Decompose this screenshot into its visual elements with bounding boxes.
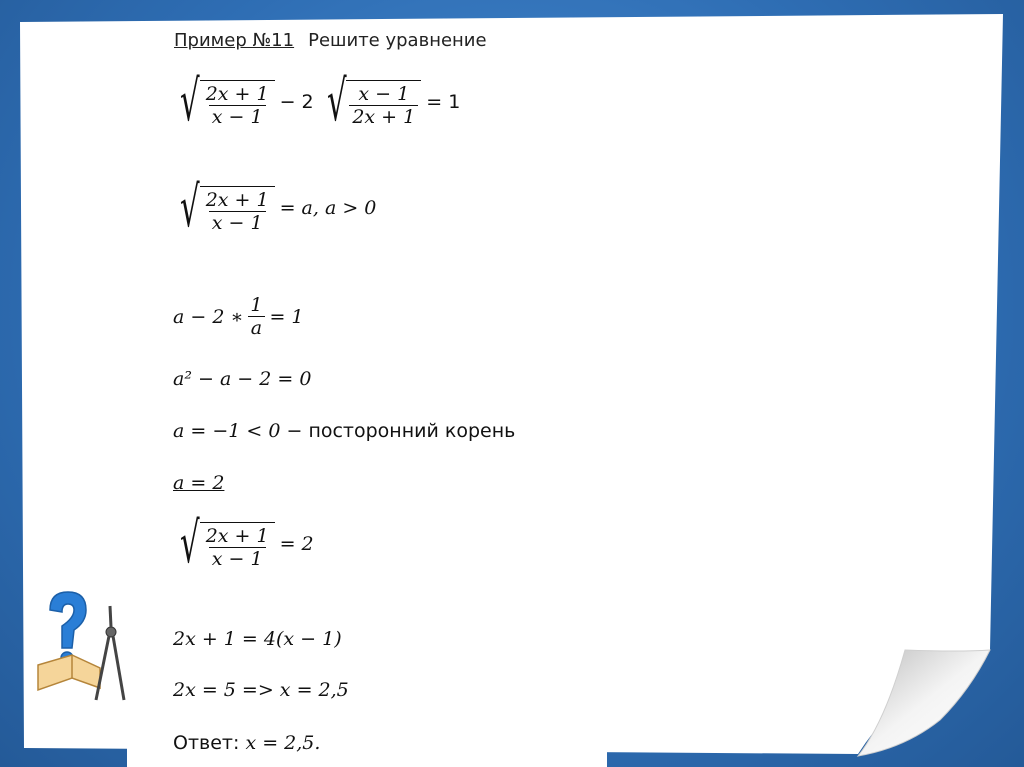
rejected-root-note: посторонний корень — [308, 420, 516, 442]
open-book-icon — [38, 655, 100, 690]
step-a-lhs: a − 2 ∗ — [173, 305, 244, 328]
back-substitution-line — [172, 511, 319, 576]
question-mark-icon — [50, 592, 86, 664]
fraction-denominator: 2x + 1 — [349, 105, 418, 128]
step-a-rhs: = 1 — [269, 305, 304, 328]
answer-line — [173, 732, 320, 754]
rejected-root-math: a = −1 < 0 − — [173, 420, 303, 442]
example-label: Пример №11 — [174, 30, 295, 51]
sqrt-term: √ $\frac{2x + 1}{x - 1}$ — [172, 516, 275, 572]
equation-rhs: = 1 — [426, 91, 461, 113]
accepted-root: a = 2 — [173, 472, 225, 494]
page-title — [174, 30, 487, 51]
sqrt-term-2: √ $\frac{x - 1}{2x + 1}$ — [319, 74, 422, 130]
quadratic-equation: a² − a − 2 = 0 — [173, 368, 312, 390]
rejected-root-line — [173, 420, 515, 442]
linear-equation: 2x + 1 = 4(x − 1) — [173, 628, 342, 650]
sqrt-term-1: √ $\frac{2x + 1}{x - 1}$ — [172, 74, 275, 130]
operator-minus-coeff: − 2 — [279, 91, 314, 113]
sqrt-term: √ $\frac{2x + 1}{x - 1}$ — [172, 180, 275, 236]
answer-value: x = 2,5. — [245, 732, 321, 754]
answer-label: Ответ: — [173, 732, 240, 754]
fraction-numerator: 1 — [250, 294, 263, 316]
equation-main — [172, 69, 465, 134]
fraction-denominator: x − 1 — [209, 211, 266, 234]
fraction-denominator: a — [248, 316, 265, 339]
fraction-numerator: x − 1 — [358, 83, 410, 105]
substitution-rhs: = a, a > 0 — [279, 197, 377, 219]
fraction-denominator: x − 1 — [209, 547, 266, 570]
fraction-numerator: 2x + 1 — [205, 189, 269, 211]
fraction-numerator: 2x + 1 — [205, 83, 269, 105]
instruction-text: Решите уравнение — [308, 30, 487, 51]
back-substitution-rhs: = 2 — [279, 533, 314, 555]
fraction-numerator: 2x + 1 — [205, 525, 269, 547]
substitution-line — [172, 175, 381, 240]
step-a-equation — [173, 294, 304, 339]
compass-icon — [96, 606, 124, 700]
document-page — [127, 22, 607, 767]
solve-step: 2x = 5 => x = 2,5 — [173, 679, 349, 701]
fraction-denominator: x − 1 — [209, 105, 266, 128]
